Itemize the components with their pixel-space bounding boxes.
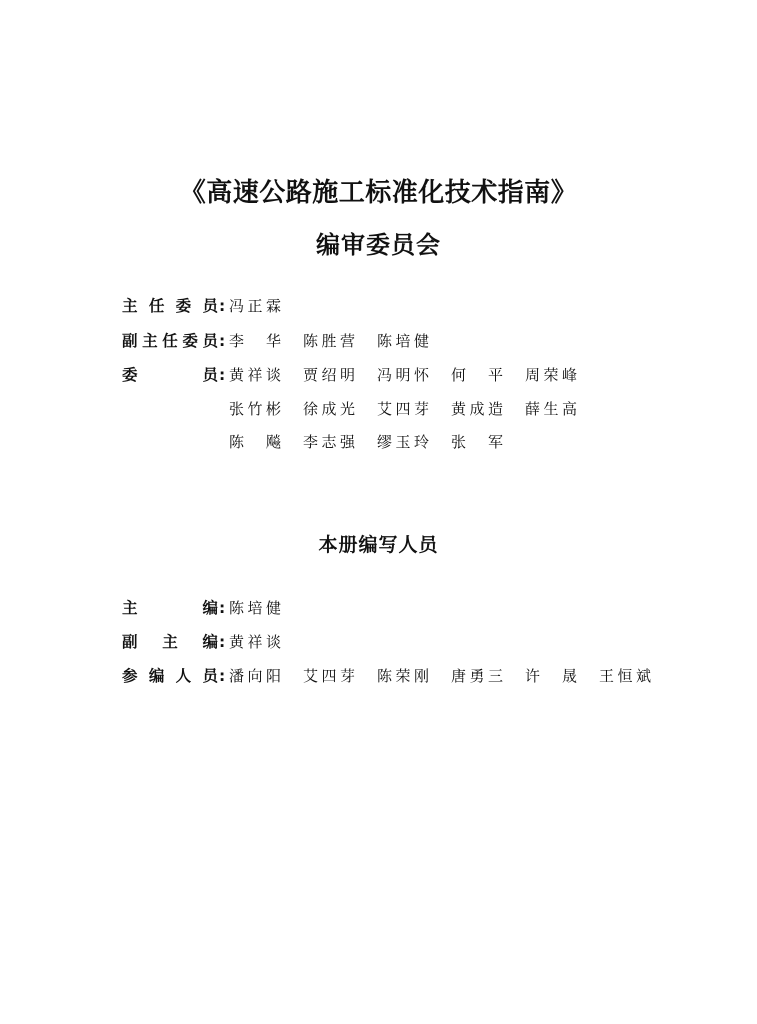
deputy-editor-colon: :	[219, 633, 226, 651]
vice-director-name: 陈胜营	[303, 332, 355, 350]
contributor-name: 唐勇三	[451, 667, 503, 685]
member-name: 艾四芽	[377, 400, 429, 418]
member-name: 周荣峰	[525, 366, 577, 384]
contributors-label: 参编人员	[122, 667, 218, 685]
members-label: 委员	[122, 366, 218, 384]
editors-heading: 本册编写人员	[318, 534, 439, 556]
member-name: 徐成光	[303, 400, 355, 418]
member-name: 薛生高	[525, 400, 577, 418]
vice-director-name: 陈培健	[377, 332, 429, 350]
member-name: 缪玉玲	[377, 433, 429, 451]
members-colon: :	[219, 366, 226, 384]
contributor-name: 潘向阳	[229, 667, 281, 685]
member-name: 贾绍明	[303, 366, 355, 384]
vice-director-colon: :	[219, 332, 226, 350]
member-name: 张 军	[451, 433, 503, 451]
member-name: 李志强	[303, 433, 355, 451]
vice-director-name: 李 华	[229, 332, 281, 350]
chief-editor-label: 主编	[122, 599, 218, 617]
member-name: 张竹彬	[229, 400, 281, 418]
member-name: 陈 飚	[229, 433, 281, 451]
contributors-colon: :	[219, 667, 226, 685]
deputy-editor-label: 副主编	[122, 633, 218, 651]
member-name: 黄祥谈	[229, 366, 281, 384]
contributor-name: 许 晟	[525, 667, 577, 685]
chief-editor-name: 陈培健	[229, 599, 281, 617]
contributor-name: 陈荣刚	[377, 667, 429, 685]
member-name: 冯明怀	[377, 366, 429, 384]
vice-director-label: 副主任委员	[122, 332, 218, 350]
contributor-name: 艾四芽	[303, 667, 355, 685]
book-title: 《高速公路施工标准化技术指南》	[179, 178, 578, 208]
director-label: 主任委员	[122, 297, 218, 315]
director-colon: :	[219, 297, 226, 315]
member-name: 黄成造	[451, 400, 503, 418]
member-name: 何 平	[451, 366, 503, 384]
contributor-name: 王恒斌	[599, 667, 651, 685]
deputy-editor-name: 黄祥谈	[229, 633, 281, 651]
committee-heading: 编审委员会	[316, 230, 441, 259]
chief-editor-colon: :	[219, 599, 226, 617]
director-name: 冯正霖	[229, 297, 281, 315]
